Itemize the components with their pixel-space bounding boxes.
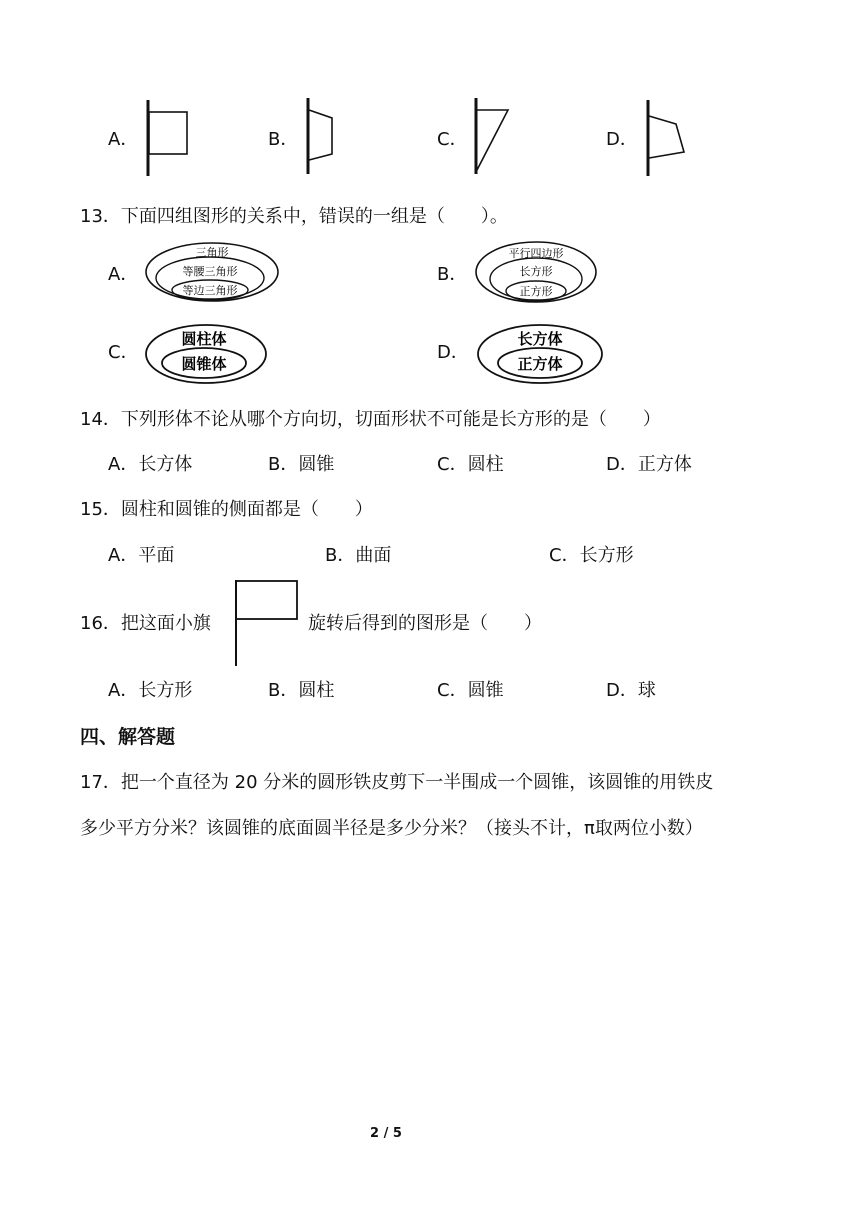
q15-option-c: C．长方形 bbox=[549, 545, 634, 566]
q13-option-d-label: D． bbox=[437, 342, 469, 363]
q15-option-b: B．曲面 bbox=[325, 545, 392, 566]
q14-option-b: B．圆锥 bbox=[268, 454, 335, 475]
section-title: 四、解答题 bbox=[80, 726, 176, 748]
q12-option-d-label: D． bbox=[606, 129, 638, 150]
q13-option-d-venn bbox=[476, 322, 606, 386]
q16-option-c: C．圆锥 bbox=[437, 680, 504, 701]
q13-option-b-venn bbox=[474, 240, 604, 306]
q16-flag-figure bbox=[232, 578, 302, 668]
venn-label-cone: 圆锥体 bbox=[181, 355, 227, 373]
q16-option-a: A．长方形 bbox=[108, 680, 193, 701]
q16-option-b: B．圆柱 bbox=[268, 680, 335, 701]
q14-option-d: D．正方体 bbox=[606, 454, 692, 475]
q14-text: 14．下列形体不论从哪个方向切，切面形状不可能是长方形的是（ ） bbox=[80, 409, 661, 430]
q14-option-a: A．长方体 bbox=[108, 454, 193, 475]
q14-option-c: C．圆柱 bbox=[437, 454, 504, 475]
venn-label-isosceles: 等腰三角形 bbox=[182, 265, 238, 278]
venn-label-cuboid: 长方体 bbox=[517, 330, 563, 348]
venn-label-triangle: 三角形 bbox=[195, 246, 229, 259]
venn-label-cube: 正方体 bbox=[517, 355, 563, 373]
q13-option-b-label: B． bbox=[437, 264, 468, 285]
q12-option-a-figure bbox=[140, 98, 200, 178]
q15-text: 15．圆柱和圆锥的侧面都是（ ） bbox=[80, 499, 373, 520]
venn-label-rectangle: 长方形 bbox=[519, 265, 553, 278]
q12-option-b-label: B． bbox=[268, 129, 299, 150]
q12-option-c-label: C． bbox=[437, 129, 468, 150]
q13-text: 13．下面四组图形的关系中，错误的一组是（ ）。 bbox=[80, 206, 508, 227]
q12-option-d-figure bbox=[640, 98, 700, 178]
q13-option-c-label: C． bbox=[108, 342, 139, 363]
q16-option-d: D．球 bbox=[606, 680, 656, 701]
q12-option-a-label: A． bbox=[108, 129, 139, 150]
q16-text-before: 16．把这面小旗 bbox=[80, 613, 211, 634]
venn-label-equilateral: 等边三角形 bbox=[182, 284, 238, 297]
q15-option-a: A．平面 bbox=[108, 545, 175, 566]
q13-option-a-label: A． bbox=[108, 264, 139, 285]
q17-line2: 多少平方分米？该圆锥的底面圆半径是多少分米？（接头不计，π取两位小数） bbox=[80, 818, 703, 839]
venn-label-parallelogram: 平行四边形 bbox=[508, 247, 564, 260]
q17-line1: 17．把一个直径为 20 分米的圆形铁皮剪下一半围成一个圆锥，该圆锥的用铁皮 bbox=[80, 772, 714, 793]
q12-option-b-figure bbox=[300, 96, 360, 176]
q13-option-c-venn bbox=[144, 322, 274, 386]
q12-option-c-figure bbox=[468, 96, 528, 176]
q16-text-after: 旋转后得到的图形是（ ） bbox=[308, 613, 542, 634]
page-number: 2 / 5 bbox=[370, 1126, 402, 1141]
venn-label-square: 正方形 bbox=[519, 285, 553, 298]
q13-option-a-venn bbox=[144, 240, 284, 304]
venn-label-cylinder: 圆柱体 bbox=[181, 330, 227, 348]
